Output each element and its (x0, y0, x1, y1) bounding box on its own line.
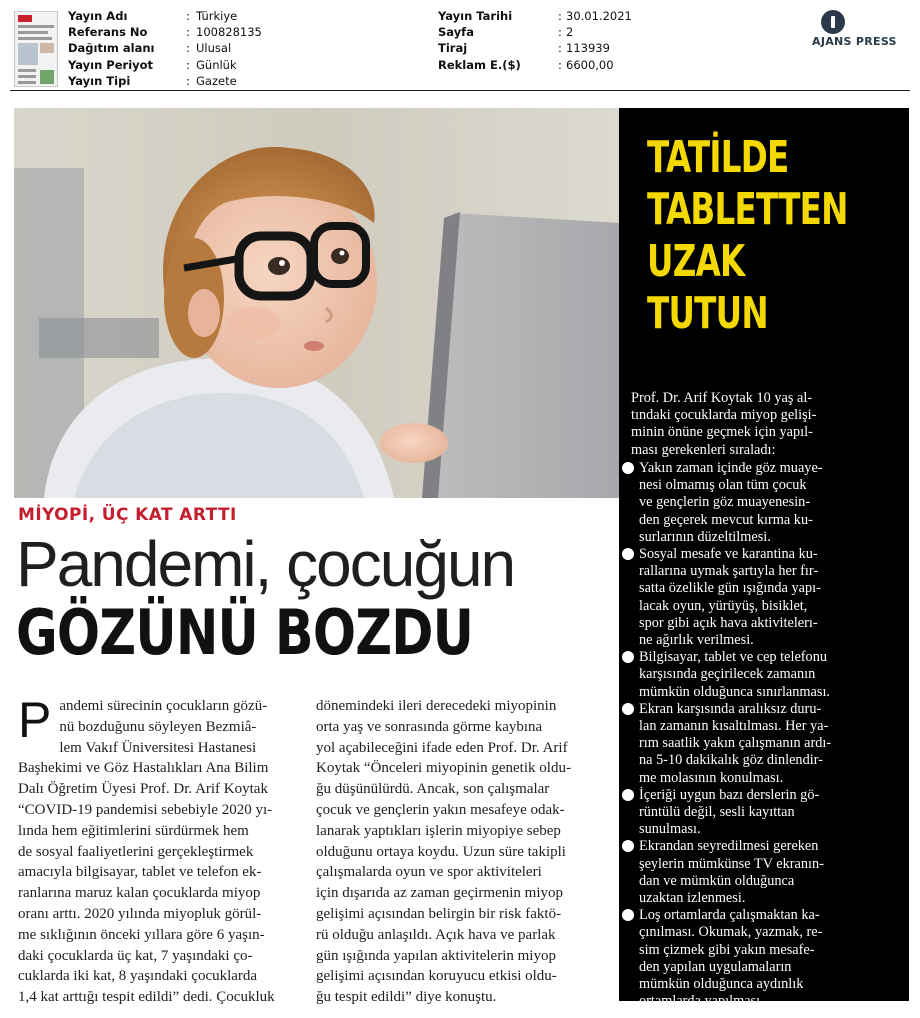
article-kicker: MİYOPİ, ÜÇ KAT ARTTI (18, 505, 237, 525)
meta-row: Tiraj : 113939 (438, 41, 610, 56)
child-with-glasses-illustration (14, 108, 619, 498)
article-photo (14, 108, 619, 498)
ajans-press-logo-icon (821, 10, 845, 34)
bullet-icon (622, 789, 634, 801)
logo-text: AJANS PRESS (812, 35, 897, 48)
header-divider (10, 90, 910, 91)
meta-row: Yayın Tipi : Gazete (68, 73, 237, 88)
headline-line-1: Pandemi, çocuğun (16, 528, 515, 600)
headline-line-2: GÖZÜNÜ BOZDU (16, 596, 474, 669)
sidebar-title: TATİLDE TABLETTEN UZAK TUTUN (647, 132, 848, 339)
list-item: Loş ortamlarda çalışmaktan ka- çınılması. Okumak, yazmak, re- sim çizmek gibi yakın mesafe- den yapılan uygulamaların mümkün olduğunca aydınlık ortamlarda yapılması. (619, 907, 909, 1010)
bullet-icon (622, 548, 634, 560)
meta-row: Yayın Periyot : Günlük (68, 57, 237, 72)
meta-row: Dağıtım alanı : Ulusal (68, 41, 232, 56)
drop-cap: P (18, 692, 52, 748)
article-body-left: Başhekimi ve Göz Hastalıkları Ana Bilim Dalı Öğretim Üyesi Prof. Dr. Arif Koytak “COVID-19 pandemisi sebebiyle 2020 yı- lında hem eğitimlerini sürdürmek hem de sosyal faaliyetlerini gerçekleştirmek amacıyla bilgisayar, tablet ve telefon ek- ranlarına maruz kalan çocuklarda miyop oranı arttı. 2020 yılında miyopluk görül- me sıklığının önceki yıllara göre 6 yaşın- daki çocuklarda üç kat, 7 yaşındaki ço- cuklarda iki kat, 8 yaşındaki çocuklarda 1,4 kat arttığı tespit edildi” dedi. Çocukluk (18, 760, 275, 1006)
publication-meta-left (68, 8, 262, 89)
article-column-right (316, 696, 606, 1008)
list-item: Ekrandan seyredilmesi gereken şeylerin mümkünse TV ekranın- dan ve mümkün olduğunca uzaktan izlenmesi. (619, 838, 909, 907)
meta-row: Yayın Tarihi : 30.01.2021 (438, 9, 632, 23)
article-lead-text: andemi sürecinin çocukların gözü- nü bozduğunu söyleyen Bezmiâ- lem Vakıf Üniversitesi Hastanesi (59, 698, 268, 756)
meta-row: Reklam E.($) : 6600,00 (438, 57, 614, 72)
list-item: Sosyal mesafe ve karantina ku- rallarına uymak şartıyla her fır- satta özelikle gün ışığında yapı- lacak oyun, yürüyüş, bisiklet, spor gibi açık hava aktivitelerı- ne ağırlık verilmesi. (619, 546, 909, 649)
meta-row: Yayın Adı : Türkiye (68, 9, 238, 23)
list-item: Yakın zaman içinde göz muaye- nesi olmamış olan tüm çocuk ve gençlerin göz muayenesin- den geçerek mevcut kırma ku- surlarının düzeltilmesi. (619, 460, 909, 546)
bullet-icon (622, 462, 634, 474)
newspaper-page-thumbnail (14, 11, 58, 87)
bullet-icon (622, 703, 634, 715)
list-item: Bilgisayar, tablet ve cep telefonu karşısında geçirilecek zamanın mümkün olduğunca sınırlanması. (619, 649, 909, 701)
article-column-left (18, 692, 306, 1008)
meta-row: Sayfa : 2 (438, 25, 574, 40)
sidebar-list (619, 460, 909, 1011)
meta-row: Referans No : 100828135 (68, 25, 262, 40)
article-body-right: dönemindeki ileri derecedeki miyopinin orta yaş ve sonrasında görme kaybına yol açabileceğini ifade eden Prof. Dr. Arif Koytak “Önceleri miyopinin genetik oldu- ğu düşünülürdü. Ancak, son çalışmalar çocuk ve gençlerin yakın mesafeye odak- lanarak yaptıkları işlerin miyopiye sebep olduğunu ortaya koydu. Uzun süre takipli çalışmalarda oyun ve spor aktiviteleri için dışarıda az zaman geçirmenin miyop gelişimi açısından belirgin bir risk faktö- rü olduğu anlaşıldı. Açık hava ve parlak gün ışığında yapılan aktivitelerin miyop gelişimi açısından koruyucu etkisi oldu- ğu tespit edildi” diye konuştu. (316, 698, 571, 1006)
list-item: İçeriği uygun bazı derslerin gö- rüntülü değil, sesli kayıttan sunulması. (619, 787, 909, 839)
sidebar-intro: Prof. Dr. Arif Koytak 10 yaş al- tındaki çocuklarda miyop gelişi- minin önüne geçmek için yapıl- ması gerekenleri sıraladı: (631, 390, 817, 458)
sidebar-box (619, 108, 909, 1010)
ajans-press-logo (812, 10, 910, 50)
publication-meta-right (438, 8, 632, 73)
list-item: Ekran karşısında aralıksız duru- lan zamanın kısaltılması. Her ya- rım saatlik yakın çalışmanın ardı- na 5-10 dakikalık göz dinlendir- me molasının konulması. (619, 701, 909, 787)
